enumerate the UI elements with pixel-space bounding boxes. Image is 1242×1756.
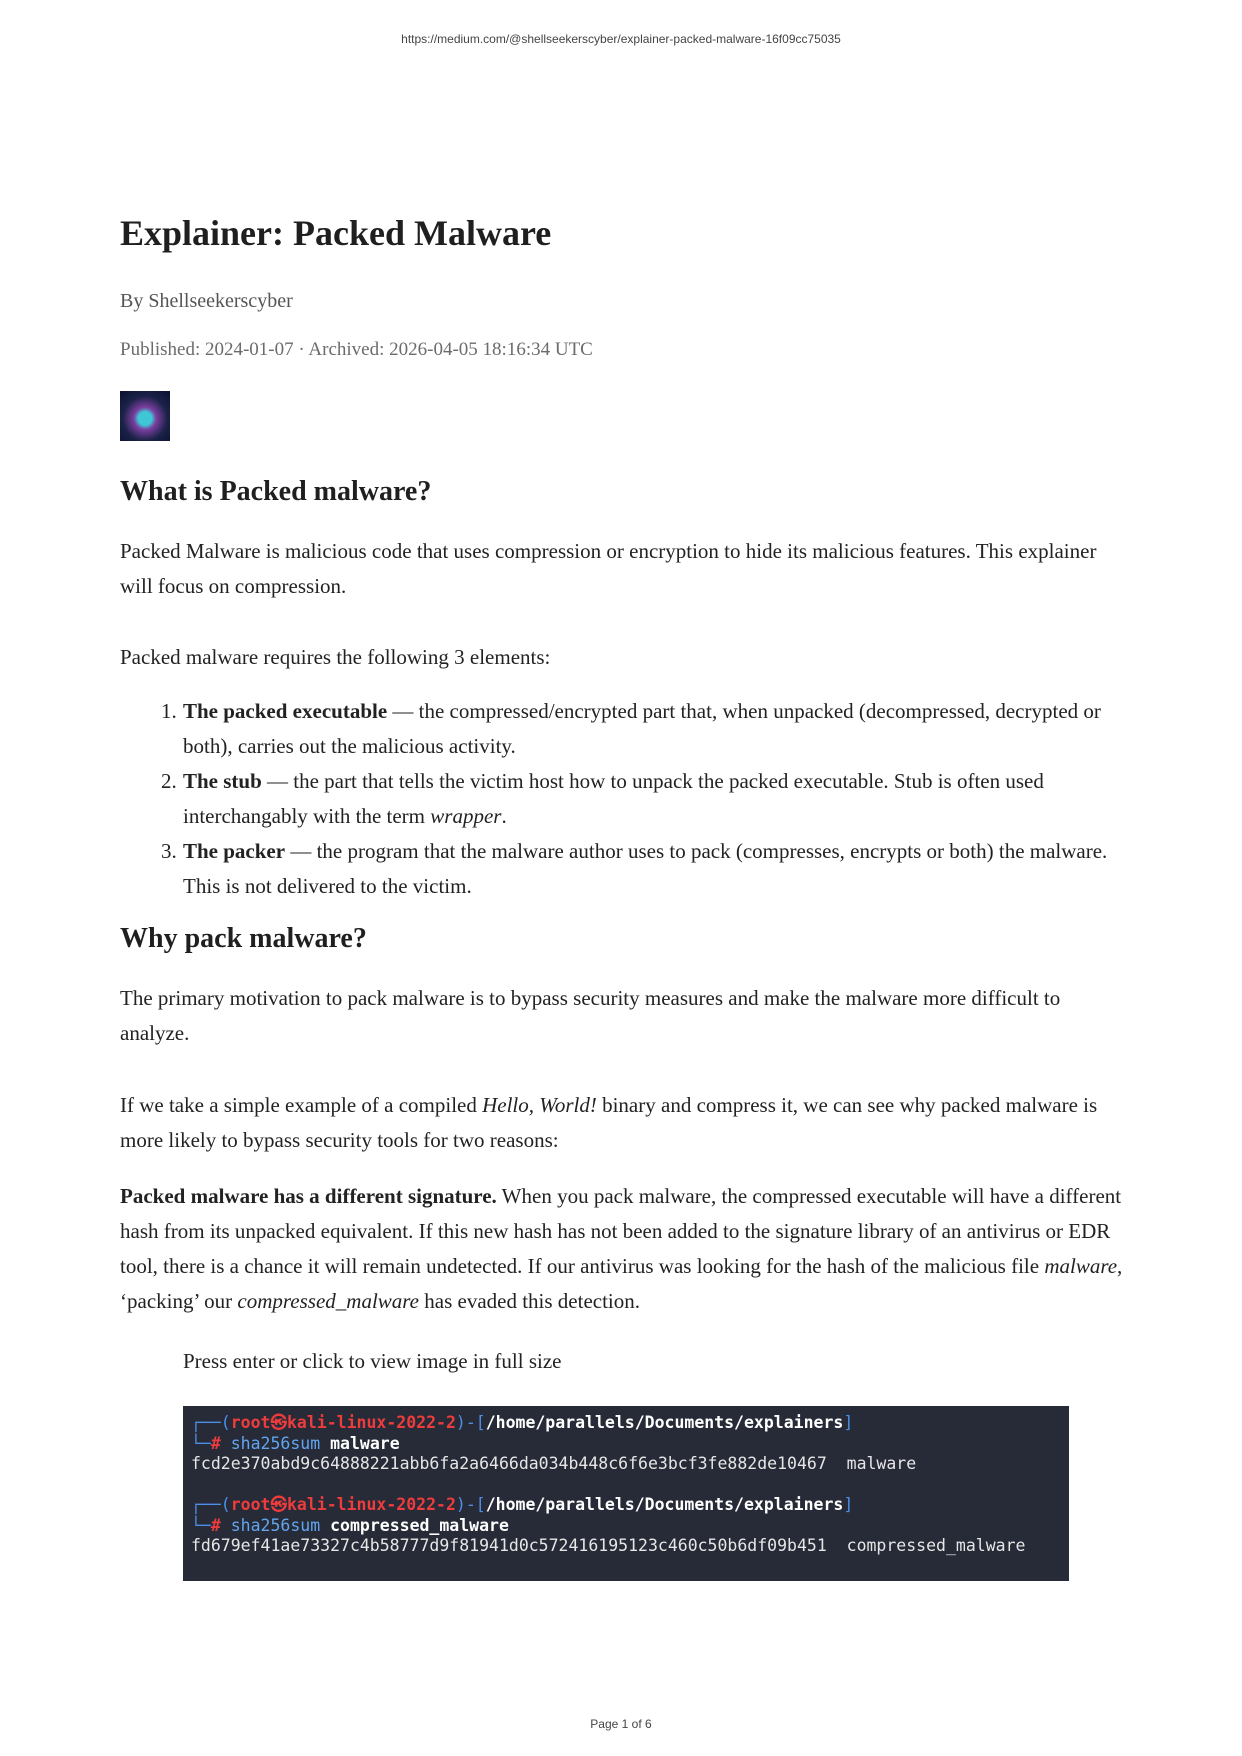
paragraph-example: If we take a simple example of a compiled Hello, World! binary and compress it, we can see why packed malware is more likely to bypass security tools for two reasons: [120,1093,1098,1152]
elements-list [120,694,1130,904]
list-item: 1. The packed executable — the compressed/encrypted part that, when unpacked (decompressed, decrypted or both), carries out the malicious activity. [161,699,1101,758]
page-number: Page 1 of 6 [590,1717,652,1731]
publish-meta: Published: 2024-01-07 · Archived: 2026-04-05 18:16:34 UTC [120,339,593,360]
paragraph-elements: Packed malware requires the following 3 elements: [120,645,551,669]
paragraph-signature: Packed malware has a different signature. When you pack malware, the compressed executable will have a different hash from its unpacked equivalent. If this new hash has not been added to the signature library of an antivirus or EDR tool, there is a chance it will remain undetected. If our antivirus was looking for the hash of the malicious file malware, ‘packing’ our compressed_malware has evaded this detection. [120,1184,1123,1313]
prompt-line: ┌──(root㉿kali-linux-2022-2)-[/home/parallels/Documents/explainers] [191,1413,854,1432]
list-item: 3. The packer — the program that the malware author uses to pack (compresses, encrypts or both) the malware. This is not delivered to the victim. [161,839,1108,898]
hash-output: fcd2e370abd9c64888221abb6fa2a6466da034b448c6f6e3bcf3fe882de10467 malware [191,1454,917,1473]
paragraph-intro: Packed Malware is malicious code that uses compression or encryption to hide its malicious features. This explainer will focus on compression. [120,539,1097,598]
command-line: └─# sha256sum malware [191,1433,400,1453]
page-url: https://medium.com/@shellseekerscyber/explainer-packed-malware-16f09cc75035 [401,32,841,46]
article-title: Explainer: Packed Malware [120,213,552,253]
hash-output: fd679ef41ae73327c4b58777d9f81941d0c572416195123c460c50b6df09b451 compressed_malware [191,1536,1026,1555]
prompt-line: ┌──(root㉿kali-linux-2022-2)-[/home/parallels/Documents/explainers] [191,1495,854,1514]
author-byline: By Shellseekerscyber [120,290,293,312]
author-avatar [120,391,170,441]
terminal-screenshot[interactable] [183,1406,1069,1581]
command-line: └─# sha256sum compressed_malware [191,1515,509,1535]
heading-why-pack: Why pack malware? [120,923,367,954]
list-item: 2. The stub — the part that tells the victim host how to unpack the packed executable. Stub is often used interchangably with the term wrapper. [161,769,1044,828]
heading-what-is-packed: What is Packed malware? [120,476,432,507]
image-caption[interactable]: Press enter or click to view image in full size [183,1349,562,1373]
paragraph-motivation: The primary motivation to pack malware is to bypass security measures and make the malware more difficult to analyze. [120,986,1061,1045]
